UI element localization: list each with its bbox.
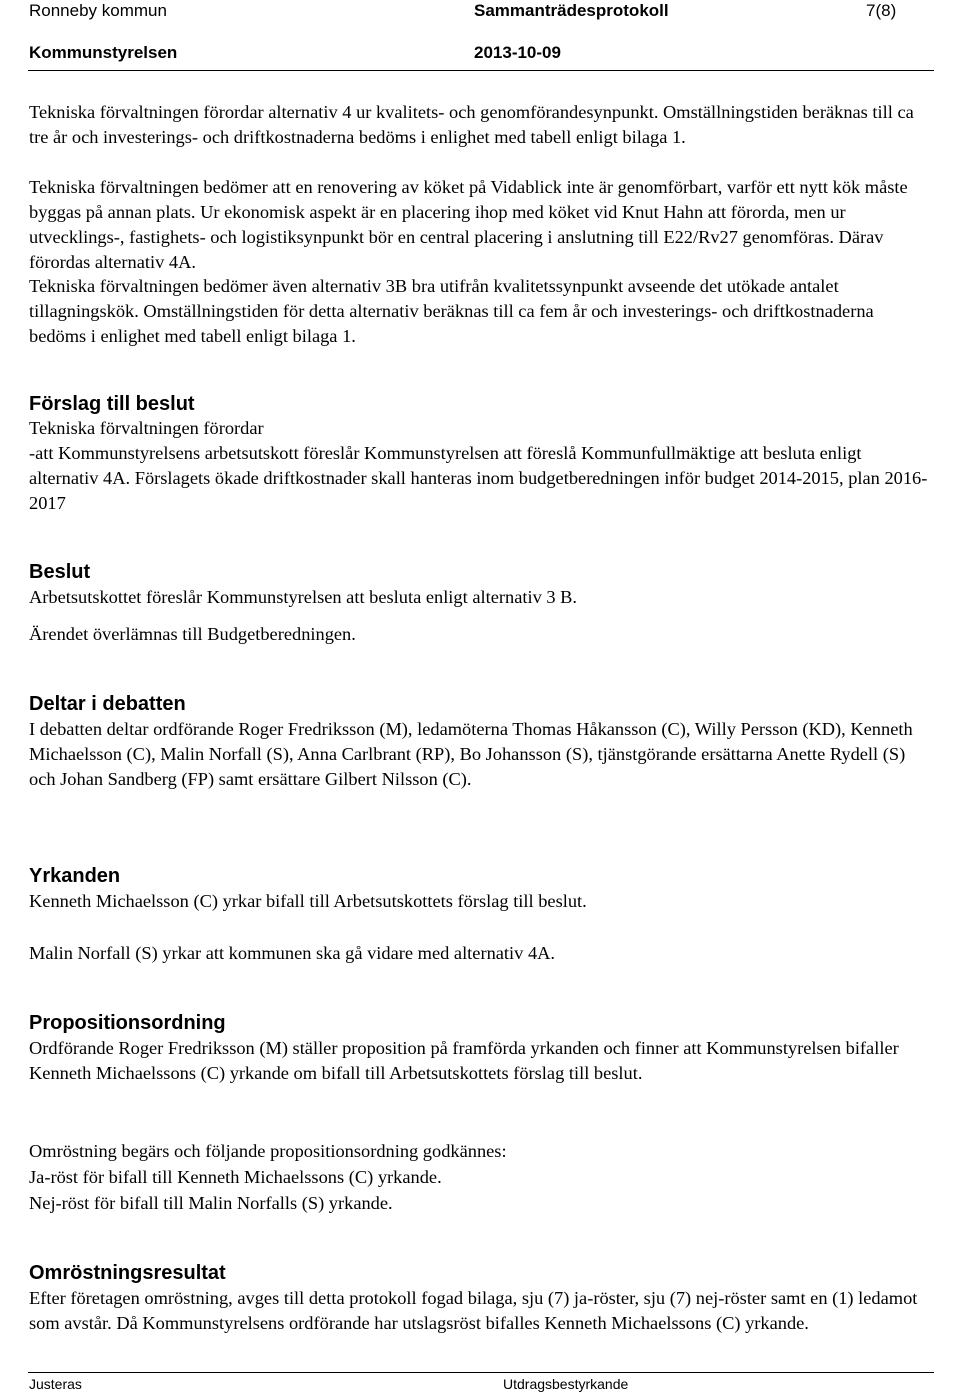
section-heading-resultat: Omröstningsresultat xyxy=(29,1262,226,1284)
section-heading-deltar: Deltar i debatten xyxy=(29,693,186,715)
resultat-paragraph-1: Efter företagen omröstning, avges till detta protokoll fogad bilaga, sju (7) ja-röster, sju (7) nej-röster samt en (1) ledamot som avstår. Då Kommunstyrelsens ordförande har utslagsröst bifalles Kenneth Michaelssons (C) yrkande. xyxy=(29,1288,918,1333)
proposition-paragraph-2: Omröstning begärs och följande propositionsordning godkännes: xyxy=(29,1141,507,1161)
page-number: 7(8) xyxy=(866,1,897,20)
forslag-paragraph-1: Tekniska förvaltningen förordar xyxy=(29,418,264,438)
proposition-paragraph-1: Ordförande Roger Fredriksson (M) ställer proposition på framförda yrkanden och finner att Kommunstyrelsen bifaller Kenneth Michaelssons (C) yrkande om bifall till Arbetsutskottets förslag till beslut. xyxy=(29,1038,899,1083)
beslut-paragraph-2: Ärendet överlämnas till Budgetberedningen. xyxy=(29,624,356,644)
proposition-paragraph-3: Ja-röst för bifall till Kenneth Michaelssons (C) yrkande. xyxy=(29,1167,442,1187)
intro-paragraph-2: Tekniska förvaltningen bedömer att en renovering av köket på Vidablick inte är genomförbart, varför ett nytt kök måste byggas på annan plats. Ur ekonomisk aspekt är en placering ihop med köket vid Knut Hahn att förorda, men ur utvecklings-, fastighets- och logistiksynpunkt bör en central placering i anslutning till E22/Rv27 genomföras. Därav förordas alternativ 4A. xyxy=(29,177,908,272)
committee-name: Kommunstyrelsen xyxy=(29,43,178,62)
document-type: Sammanträdesprotokoll xyxy=(474,1,669,20)
header-rule xyxy=(28,70,934,71)
beslut-paragraph-1: Arbetsutskottet föreslår Kommunstyrelsen att besluta enligt alternativ 3 B. xyxy=(29,587,578,607)
meeting-date: 2013-10-09 xyxy=(474,43,561,62)
section-heading-beslut: Beslut xyxy=(29,561,91,583)
forslag-paragraph-2: -att Kommunstyrelsens arbetsutskott föreslår Kommunstyrelsen att föreslå Kommunfullmäktige att besluta enligt alternativ 4A. Förslagets ökade driftkostnader skall hanteras inom budgetberedningen inför budget 2014-2015, plan 2016-2017 xyxy=(29,443,928,513)
yrkanden-paragraph-1: Kenneth Michaelsson (C) yrkar bifall till Arbetsutskottets förslag till beslut. xyxy=(29,891,587,911)
section-heading-forslag: Förslag till beslut xyxy=(29,393,195,415)
intro-paragraph-3: Tekniska förvaltningen bedömer även alternativ 3B bra utifrån kvalitetssynpunkt avseende det utökade antalet tillagningskök. Omställningstiden för detta alternativ beräknas till ca fem år och investerings- och driftkostnaderna bedöms i enlighet med tabell enligt bilaga 1. xyxy=(29,276,874,346)
footer-rule xyxy=(28,1372,934,1373)
section-heading-yrkanden: Yrkanden xyxy=(29,865,121,887)
footer-justeras: Justeras xyxy=(29,1376,82,1392)
municipality-name: Ronneby kommun xyxy=(29,1,167,20)
footer-utdragsbestyrkande: Utdragsbestyrkande xyxy=(503,1376,629,1392)
deltar-paragraph-1: I debatten deltar ordförande Roger Fredriksson (M), ledamöterna Thomas Håkansson (C), Willy Persson (KD), Kenneth Michaelsson (C), Malin Norfall (S), Anna Carlbrant (RP), Bo Johansson (S), tjänstgörande ersättarna Anette Rydell (S) och Johan Sandberg (FP) samt ersättare Gilbert Nilsson (C). xyxy=(29,719,913,789)
yrkanden-paragraph-2: Malin Norfall (S) yrkar att kommunen ska gå vidare med alternativ 4A. xyxy=(29,943,556,963)
intro-paragraph-1: Tekniska förvaltningen förordar alternativ 4 ur kvalitets- och genomförandesynpunkt. Omställningstiden beräknas till ca tre år och investerings- och driftkostnaderna bedöms i enlighet med tabell enligt bilaga 1. xyxy=(29,102,914,147)
section-heading-propositionsordning: Propositionsordning xyxy=(29,1012,226,1034)
proposition-paragraph-4: Nej-röst för bifall till Malin Norfalls (S) yrkande. xyxy=(29,1193,393,1213)
